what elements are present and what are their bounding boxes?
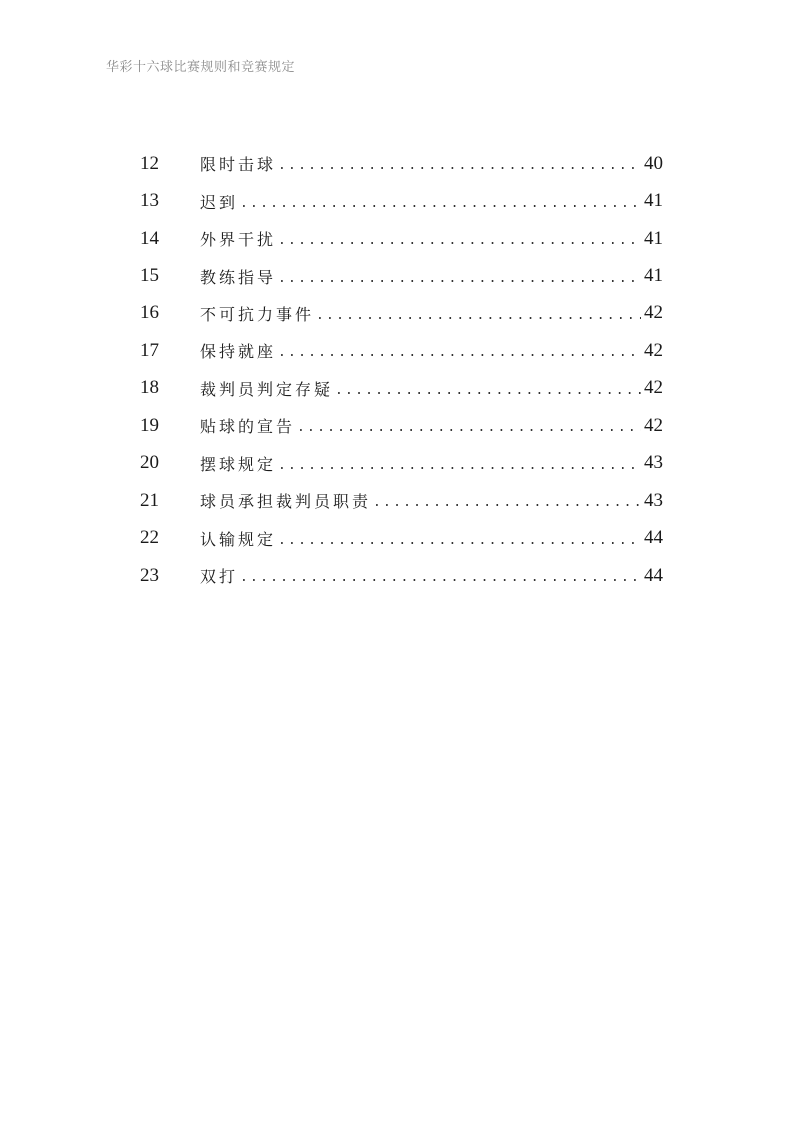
- toc-entry-title: 保持就座: [200, 342, 277, 362]
- toc-entry-number: 23: [140, 564, 159, 586]
- table-of-contents: [140, 145, 663, 594]
- toc-entry-number: 16: [140, 302, 159, 324]
- toc-entry-number: 12: [140, 152, 159, 174]
- toc-dot-leader: [278, 533, 641, 548]
- toc-entry-title: 球员承担裁判员职责: [200, 492, 372, 512]
- toc-entry-title: 限时击球: [200, 155, 277, 175]
- toc-entry-title: 裁判员判定存疑: [200, 379, 334, 399]
- toc-entry[interactable]: [140, 407, 663, 444]
- toc-entry[interactable]: [140, 257, 663, 294]
- toc-entry-page: 42: [644, 302, 663, 324]
- toc-entry-title: 教练指导: [200, 267, 277, 287]
- toc-entry-number: 13: [140, 190, 159, 212]
- toc-entry-page: 41: [644, 190, 663, 212]
- toc-entry-title: 迟到: [200, 192, 239, 212]
- toc-entry-title: 贴球的宣告: [200, 417, 296, 437]
- toc-entry-page: 42: [644, 414, 663, 436]
- toc-dot-leader: [278, 458, 641, 473]
- toc-dot-leader: [335, 383, 641, 398]
- toc-entry-number: 20: [140, 452, 159, 474]
- toc-entry-title: 外界干扰: [200, 230, 277, 250]
- toc-entry-number: 14: [140, 227, 159, 249]
- toc-dot-leader: [297, 420, 641, 435]
- toc-entry-number: 21: [140, 489, 159, 511]
- toc-dot-leader: [278, 345, 641, 360]
- toc-entry-page: 44: [644, 564, 663, 586]
- toc-entry[interactable]: [140, 332, 663, 369]
- toc-entry-number: 15: [140, 265, 159, 287]
- toc-dot-leader: [240, 570, 641, 585]
- toc-entry-page: 41: [644, 265, 663, 287]
- toc-entry[interactable]: [140, 482, 663, 519]
- toc-entry[interactable]: [140, 295, 663, 332]
- toc-entry-page: 41: [644, 227, 663, 249]
- toc-entry-page: 40: [644, 152, 663, 174]
- toc-dot-leader: [373, 495, 641, 510]
- toc-entry[interactable]: [140, 182, 663, 219]
- toc-entry-title: 认输规定: [200, 529, 277, 549]
- toc-entry[interactable]: [140, 557, 663, 594]
- toc-entry[interactable]: [140, 445, 663, 482]
- toc-dot-leader: [278, 233, 641, 248]
- toc-entry-page: 43: [644, 489, 663, 511]
- toc-entry-page: 44: [644, 527, 663, 549]
- toc-entry[interactable]: [140, 370, 663, 407]
- toc-entry-title: 摆球规定: [200, 454, 277, 474]
- page-header: 华彩十六球比赛规则和竞赛规定: [106, 60, 296, 75]
- toc-entry-number: 22: [140, 527, 159, 549]
- toc-entry-page: 42: [644, 377, 663, 399]
- toc-entry-title: 双打: [200, 567, 239, 587]
- toc-entry[interactable]: [140, 145, 663, 182]
- toc-entry-number: 19: [140, 414, 159, 436]
- toc-entry[interactable]: [140, 220, 663, 257]
- toc-entry-page: 42: [644, 339, 663, 361]
- toc-dot-leader: [316, 308, 641, 323]
- toc-entry-title: 不可抗力事件: [200, 304, 315, 324]
- toc-entry[interactable]: [140, 519, 663, 556]
- toc-entry-number: 18: [140, 377, 159, 399]
- toc-entry-number: 17: [140, 339, 159, 361]
- toc-entry-page: 43: [644, 452, 663, 474]
- toc-dot-leader: [278, 158, 641, 173]
- toc-dot-leader: [240, 196, 641, 211]
- toc-dot-leader: [278, 271, 641, 286]
